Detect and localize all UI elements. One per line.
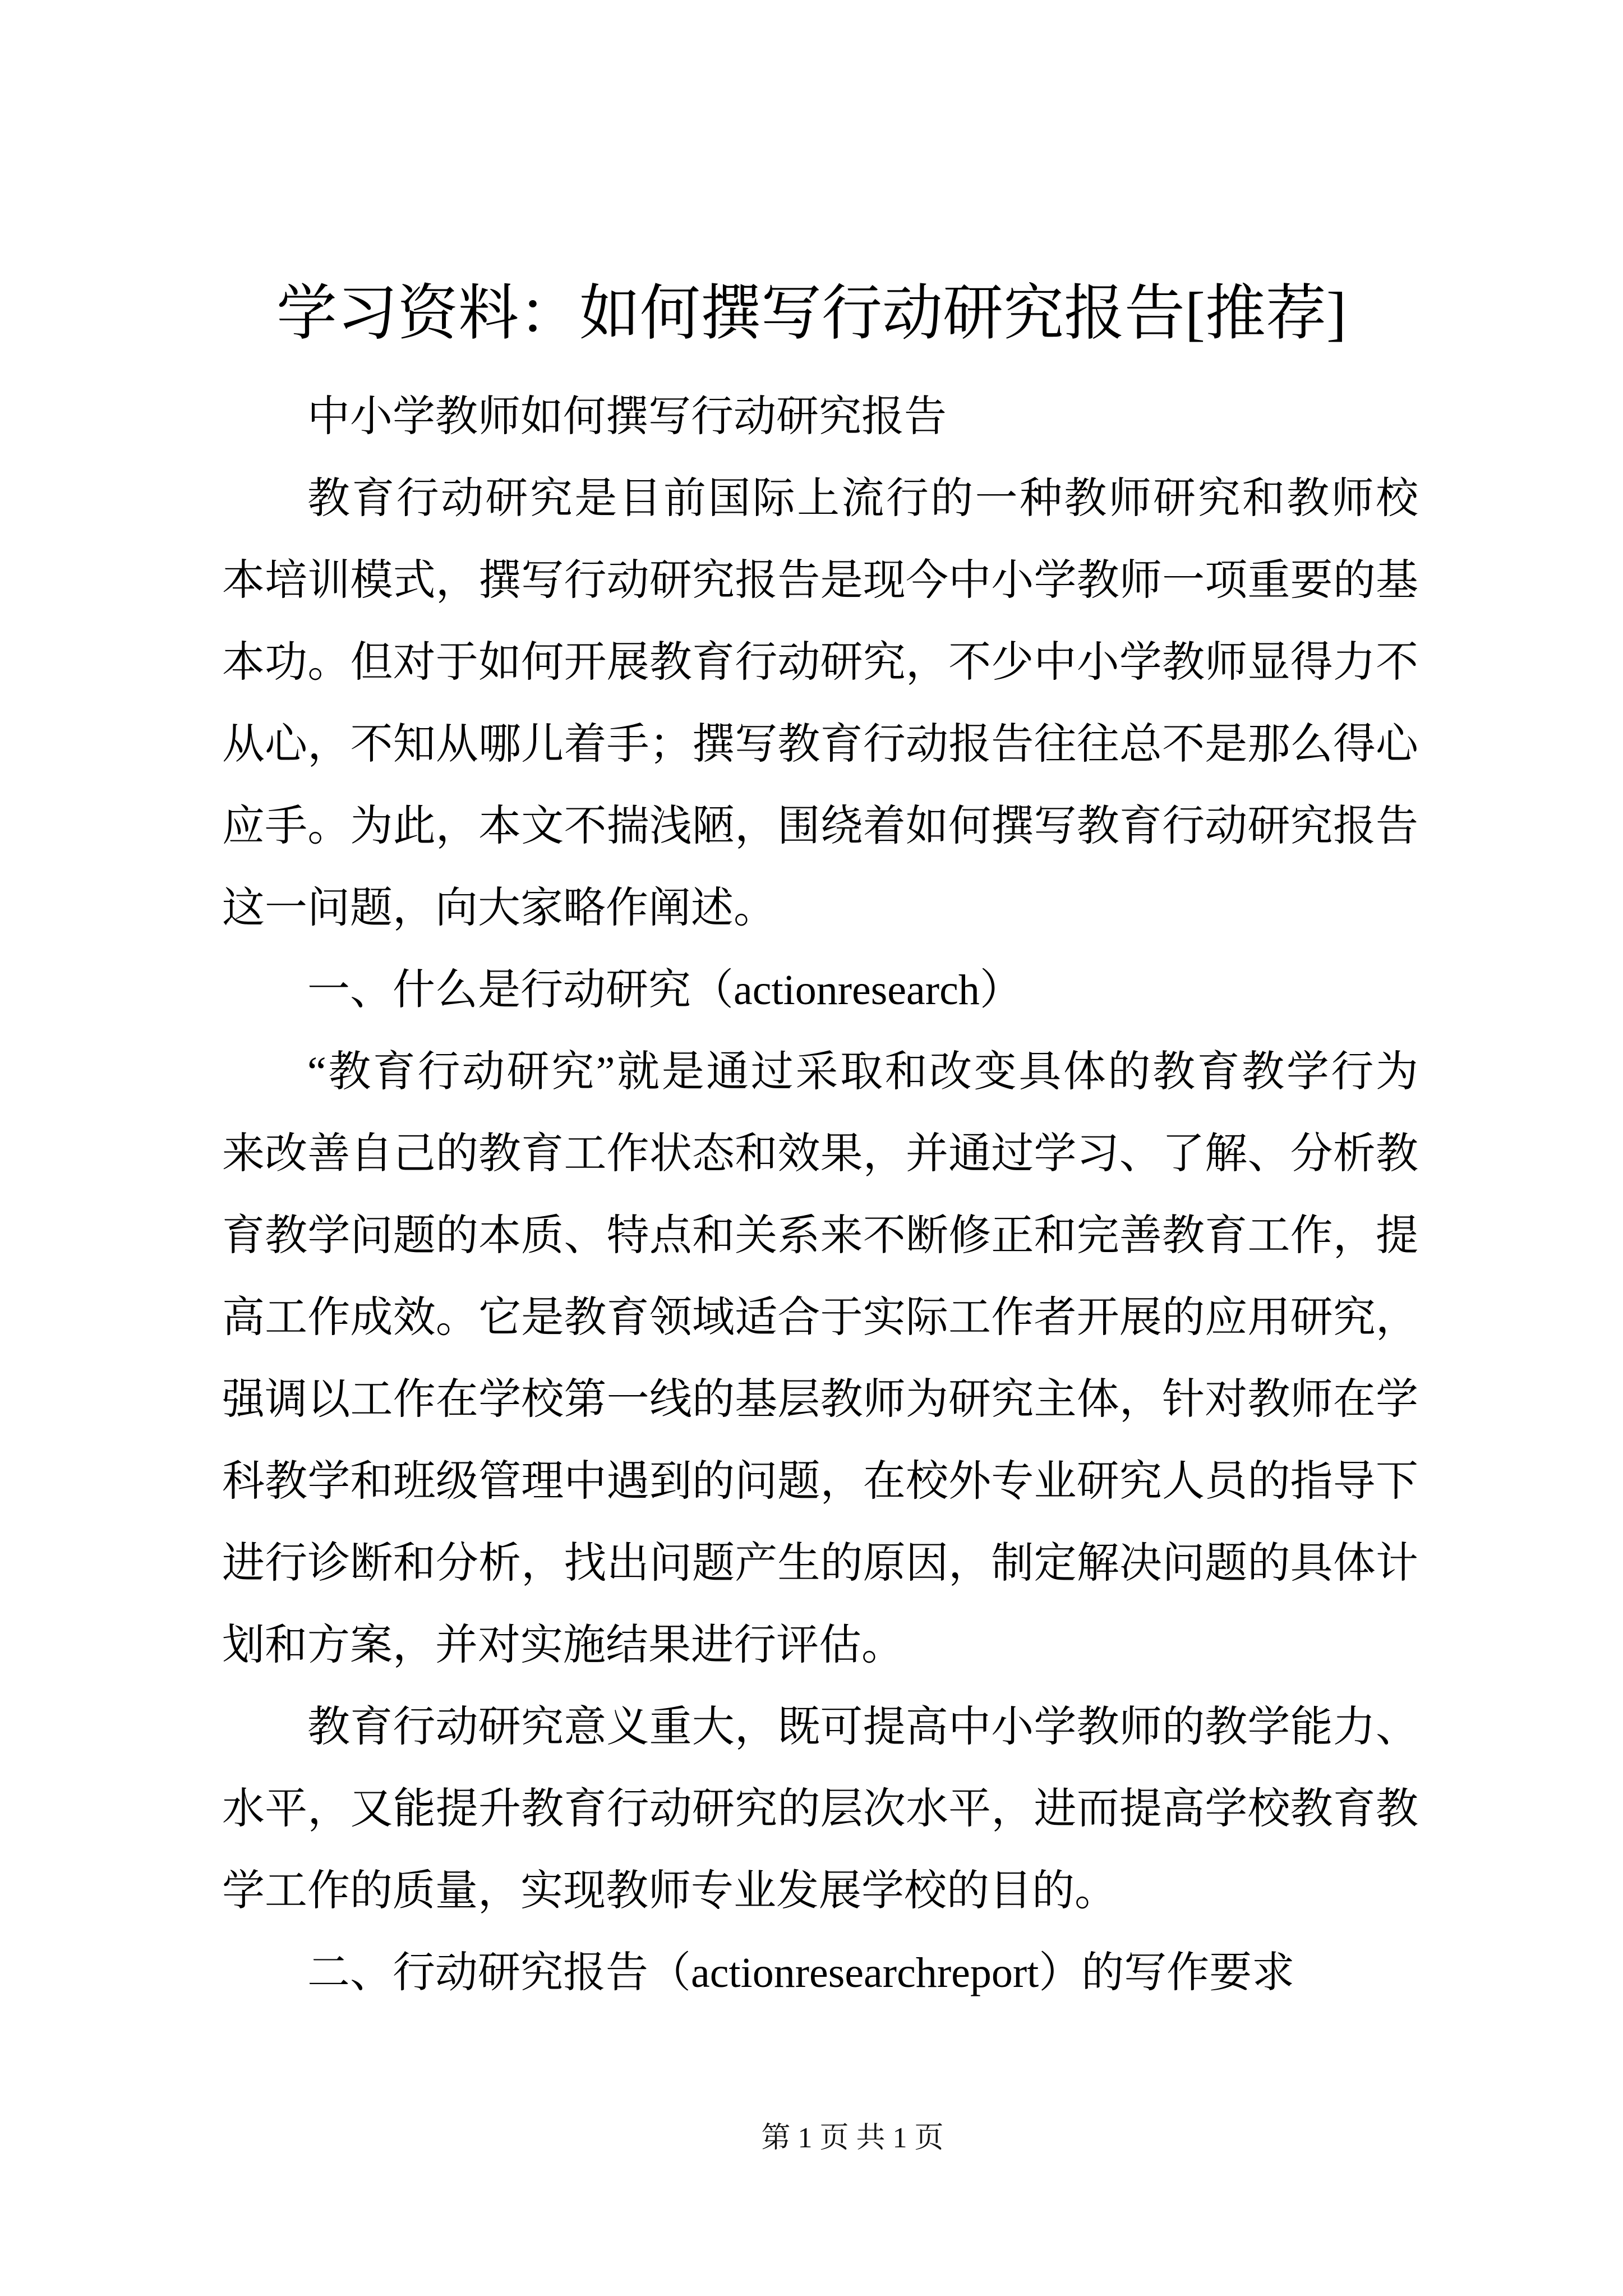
paragraph-intro	[222, 458, 1421, 949]
section-heading-2	[222, 1932, 1418, 2014]
document-body	[222, 376, 1421, 2014]
text-line: “教育行动研究”就是通过采取和改变具体的教育教学行为	[307, 1048, 1421, 1096]
text-line: 二、行动研究报告（actionresearchreport）的写作要求	[307, 1949, 1295, 1996]
text-line: 强调以工作在学校第一线的基层教师为研究主体，针对教师在学	[222, 1376, 1419, 1423]
text-line: 科教学和班级管理中遇到的问题，在校外专业研究人员的指导下	[222, 1458, 1419, 1505]
text-line: 中小学教师如何撰写行动研究报告	[307, 393, 947, 440]
section-heading-1	[222, 949, 1418, 1031]
paragraph-significance	[222, 1686, 1418, 1932]
text-line: 教育行动研究意义重大，既可提高中小学教师的教学能力、	[307, 1704, 1419, 1751]
text-line: 从心，不知从哪儿着手；撰写教育行动报告往往总不是那么得心	[222, 721, 1419, 768]
text-line: 学工作的质量，实现教师专业发展学校的目的。	[222, 1867, 1117, 1915]
text-line: 育教学问题的本质、特点和关系来不断修正和完善教育工作，提	[222, 1212, 1419, 1259]
page-footer: 第 1 页 共 1 页	[761, 2122, 944, 2154]
text-line: 教育行动研究是目前国际上流行的一种教师研究和教师校	[307, 475, 1421, 522]
text-line: 进行诊断和分析，找出问题产生的原因，制定解决问题的具体计	[222, 1540, 1419, 1587]
text-line: 应手。为此，本文不揣浅陋，围绕着如何撰写教育行动研究报告	[222, 803, 1419, 850]
text-line: 水平，又能提升教育行动研究的层次水平，进而提高学校教育教	[222, 1786, 1419, 1833]
text-line: 一、什么是行动研究（actionresearch）	[307, 967, 1022, 1014]
text-line: 本培训模式，撰写行动研究报告是现今中小学教师一项重要的基	[222, 557, 1419, 604]
text-line: 来改善自己的教育工作状态和效果，并通过学习、了解、分析教	[222, 1130, 1419, 1177]
text-line: 本功。但对于如何开展教育行动研究，不少中小学教师显得力不	[222, 639, 1419, 686]
paragraph-definition	[222, 1031, 1421, 1686]
text-line: 划和方案，并对实施结果进行评估。	[222, 1622, 904, 1669]
document-title: 学习资料：如何撰写行动研究报告[推荐]	[276, 280, 1347, 347]
document-subtitle	[222, 376, 1418, 458]
text-line: 这一问题，向大家略作阐述。	[222, 885, 776, 932]
text-line: 高工作成效。它是教育领域适合于实际工作者开展的应用研究，	[222, 1294, 1419, 1341]
